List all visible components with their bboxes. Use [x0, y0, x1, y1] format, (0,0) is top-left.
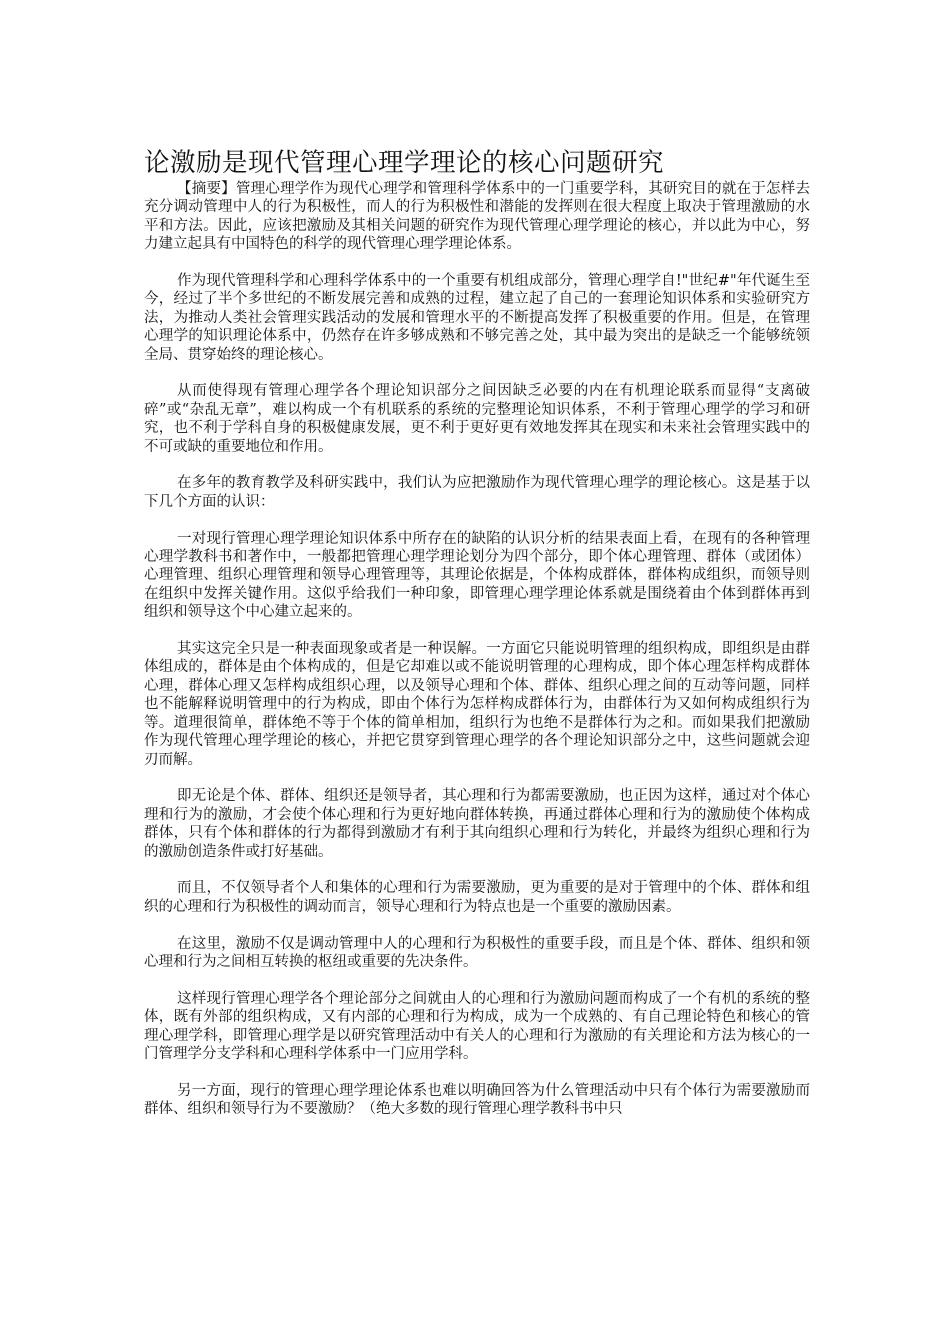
body-paragraph: 在多年的教育教学及科研实践中，我们认为应把激励作为现代管理心理学的理论核心。这是基于以下几个方面的认识： [144, 475, 810, 510]
abstract-paragraph: 【摘要】管理心理学作为现代心理学和管理科学体系中的一门重要学科，其研究目的就在于怎样去充分调动管理中人的行为积极性，而人的行为积极性和潜能的发挥则在很大程度上取决于管理激励的水平和方法。因此，应该把激励及其相关问题的研究作为现代管理心理学理论的核心，并以此为中心，努力建立起具有中国特色的科学的现代管理心理学理论体系。 [144, 181, 810, 253]
body-paragraph: 在这里，激励不仅是调动管理中人的心理和行为积极性的重要手段，而且是个体、群体、组织和领心理和行为之间相互转换的枢纽或重要的先决条件。 [144, 935, 810, 970]
body-paragraph: 而且，不仅领导者个人和集体的心理和行为需要激励，更为重要的是对于管理中的个体、群体和组织的心理和行为积极性的调动而言，领导心理和行为特点也是一个重要的激励因素。 [144, 880, 810, 915]
body-paragraph: 一对现行管理心理学理论知识体系中所存在的缺陷的认识分析的结果表面上看，在现有的各种管理心理学教科书和著作中，一般都把管理心理学理论划分为四个部分，即个体心理管理、群体（或团体）心理管理、组织心理管理和领导心理管理等，其理论依据是，个体构成群体，群体构成组织，而领导则在组织中发挥关键作用。这似乎给我们一种印象，即管理心理学理论体系就是围绕着由个体到群体再到组织和领导这个中心建立起来的。 [144, 530, 810, 621]
body-paragraph: 另一方面，现行的管理心理学理论体系也难以明确回答为什么管理活动中只有个体行为需要激励而群体、组织和领导行为不要激励？（绝大多数的现行管理心理学教科书中只 [144, 1082, 810, 1118]
body-paragraph: 其实这完全只是一种表面现象或者是一种误解。一方面它只能说明管理的组织构成，即组织是由群体组成的，群体是由个体构成的，但是它却难以或不能说明管理的心理构成，即个体心理怎样构成群体心理，群体心理又怎样构成组织心理，以及领导心理和个体、群体、组织心理之间的互动等问题，同样也不能解释说明管理中的行为构成，即由个体行为怎样构成群体行为，由群体行为又如何构成组织行为等。道理很简单，群体绝不等于个体的简单相加，组织行为也绝不是群体行为之和。而如果我们把激励作为现代管理心理学理论的核心，并把它贯穿到管理心理学的各个理论知识部分之中，这些问题就会迎刃而解。 [144, 641, 810, 768]
body-paragraph: 从而使得现有管理心理学各个理论知识部分之间因缺乏必要的内在有机理论联系而显得“支离破碎”或“杂乱无章”，难以构成一个有机联系的系统的完整理论知识体系，不利于管理心理学的学习和研究，也不利于学科自身的积极健康发展，更不利于更好更有效地发挥其在现实和未来社会管理实践中的不可或缺的重要地位和作用。 [144, 383, 810, 455]
body-paragraph: 即无论是个体、群体、组织还是领导者，其心理和行为都需要激励，也正因为这样，通过对个体心理和行为的激励，才会使个体心理和行为更好地向群体转换，再通过群体心理和行为的激励使个体构成群体，只有个体和群体的行为都得到激励才有利于其向组织心理和行为转化，并最终为组织心理和行为的激励创造条件或打好基础。 [144, 788, 810, 860]
document-title: 论激励是现代管理心理学理论的核心问题研究 [144, 148, 665, 178]
body-paragraph: 作为现代管理科学和心理科学体系中的一个重要有机组成部分，管理心理学自!"世纪#"年代诞生至今，经过了半个多世纪的不断发展完善和成熟的过程，建立起了自己的一套理论知识体系和实验研究方法，为推动人类社会管理实践活动的发展和管理水平的不断提高发挥了积极重要的作用。但是，在管理心理学的知识理论体系中，仍然存在许多够成熟和不够完善之处，其中最为突出的是缺乏一个能够统领全局、贯穿始终的理论核心。 [144, 273, 810, 363]
body-paragraph: 这样现行管理心理学各个理论部分之间就由人的心理和行为激励问题而构成了一个有机的系统的整体，既有外部的组织构成，又有内部的心理和行为构成，成为一个成熟的、有自己理论特色和核心的管理心理学科，即管理心理学是以研究管理活动中有关人的心理和行为激励的有关理论和方法为核心的一门管理学分支学科和心理科学体系中一门应用学科。 [144, 990, 810, 1062]
document-page [144, 146, 810, 1137]
